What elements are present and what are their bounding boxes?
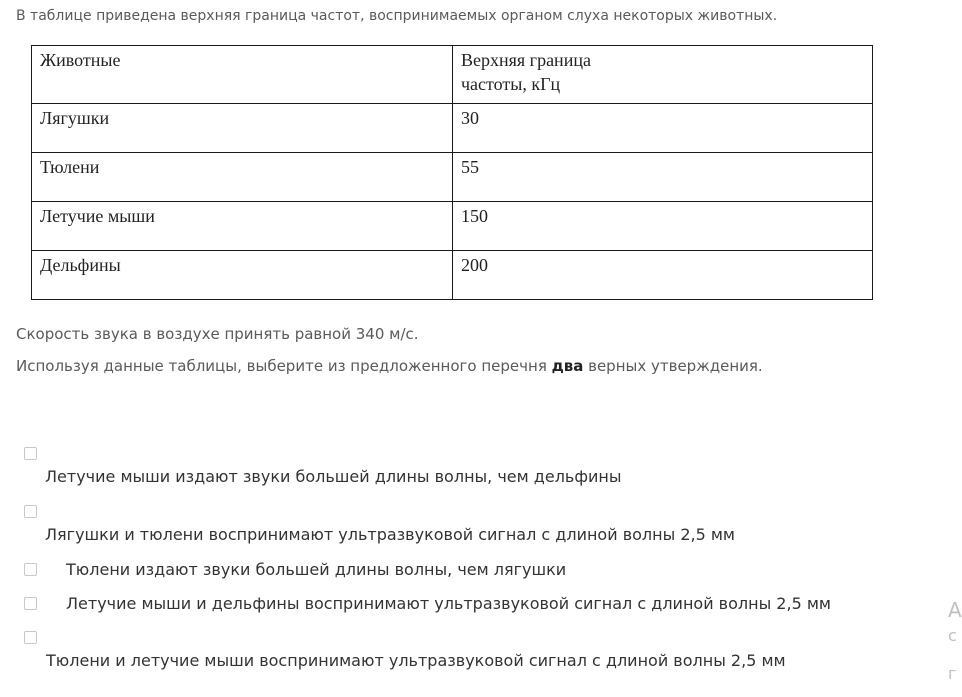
instruction-bold: два: [551, 357, 584, 375]
header-frequency-line1: Верхняя граница: [461, 50, 591, 70]
header-animals: Животные: [32, 46, 453, 104]
instruction-after: верных утверждения.: [583, 357, 763, 375]
option-label-3[interactable]: Тюлени издают звуки большей длины волны, чем лягушки: [66, 560, 567, 579]
option-checkbox-5[interactable]: [24, 631, 37, 644]
speed-note: Скорость звука в воздухе принять равной 340 м/с.: [16, 325, 419, 343]
animal-cell: Лягушки: [32, 104, 453, 153]
option-label-2[interactable]: Лягушки и тюлени воспринимают ультразвуковой сигнал с длиной волны 2,5 мм: [45, 525, 735, 544]
option-label-4[interactable]: Летучие мыши и дельфины воспринимают ультразвуковой сигнал с длиной волны 2,5 мм: [66, 594, 831, 613]
option-label-1[interactable]: Летучие мыши издают звуки большей длины волны, чем дельфины: [45, 467, 622, 486]
table-row: [32, 104, 873, 153]
animal-cell: Дельфины: [32, 251, 453, 300]
edge-glyph-1: А: [948, 598, 962, 622]
table-row: [32, 153, 873, 202]
animal-cell: Летучие мыши: [32, 202, 453, 251]
intro-text: В таблице приведена верхняя граница частот, воспринимаемых органом слуха некоторых животных.: [16, 8, 778, 24]
freq-cell: 200: [453, 251, 873, 300]
option-checkbox-4[interactable]: [24, 597, 37, 610]
table-row: [32, 251, 873, 300]
instruction-before: Используя данные таблицы, выберите из предложенного перечня: [16, 357, 552, 375]
freq-cell: 150: [453, 202, 873, 251]
table-row: [32, 202, 873, 251]
option-checkbox-1[interactable]: [24, 447, 37, 460]
hearing-frequency-table: [31, 45, 873, 300]
header-frequency: [453, 46, 873, 104]
freq-cell: 30: [453, 104, 873, 153]
option-checkbox-3[interactable]: [24, 563, 37, 576]
option-label-5[interactable]: Тюлени и летучие мыши воспринимают ультразвуковой сигнал с длиной волны 2,5 мм: [46, 651, 786, 670]
freq-cell: 55: [453, 153, 873, 202]
header-frequency-line2: частоты, кГц: [461, 74, 561, 94]
edge-glyph-2: с: [948, 626, 957, 645]
instruction-text: [16, 357, 763, 375]
option-checkbox-2[interactable]: [24, 505, 37, 518]
table-header-row: [32, 46, 873, 104]
edge-glyph-3: г: [948, 664, 957, 683]
animal-cell: Тюлени: [32, 153, 453, 202]
